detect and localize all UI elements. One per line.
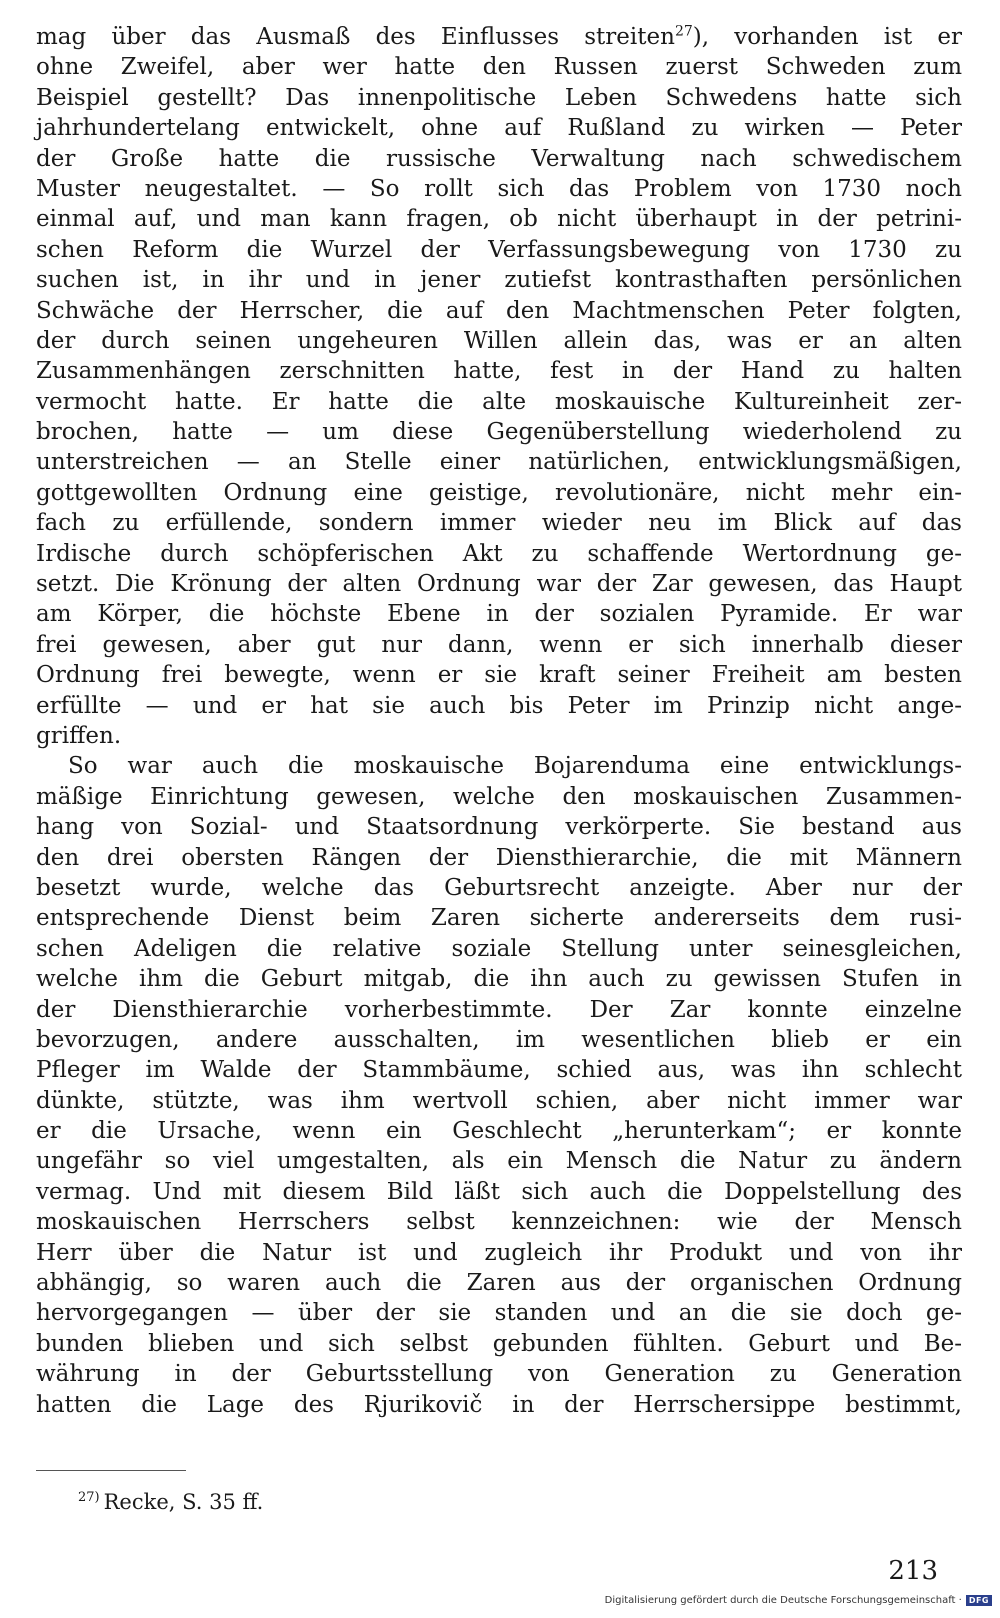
text-line-2: ohne Zweifel, aber wer hatte den Russen zuerst Schweden zum	[36, 54, 962, 81]
para2-line-3: hang von Sozial- und Staatsordnung verkörperte. Sie bestand aus	[36, 814, 962, 841]
text-line-15: unterstreichen — an Stelle einer natürlichen, entwicklungsmäßigen,	[36, 449, 962, 476]
text-line-20: am Körper, die höchste Ebene in der sozialen Pyramide. Er war	[36, 601, 962, 628]
para2-line-6: entsprechende Dienst beim Zaren sicherte andererseits dem rusi-	[36, 905, 962, 932]
footnote-reference[interactable]: 27	[674, 23, 693, 40]
para2-line-14: ungefähr so viel umgestalten, als ein Mensch die Natur zu ändern	[36, 1148, 962, 1175]
text-line-19: setzt. Die Krönung der alten Ordnung war der Zar gewesen, das Haupt	[36, 571, 962, 598]
para2-line-21: währung in der Geburtsstellung von Generation zu Generation	[36, 1361, 962, 1388]
para2-line-1: So war auch die moskauische Bojarenduma eine entwicklungs-	[68, 753, 962, 780]
text-line-23: erfüllte — und er hat sie auch bis Peter im Prinzip nicht ange-	[36, 692, 962, 719]
text-line-24: griffen.	[36, 722, 122, 749]
text-line-10: Schwäche der Herrscher, die auf den Machtmenschen Peter folgten,	[36, 297, 962, 324]
footnote-mark: 27)	[78, 1490, 100, 1505]
para2-line-7: schen Adeligen die relative soziale Stellung unter seinesgleichen,	[36, 935, 962, 962]
para2-line-10: bevorzugen, andere ausschalten, im wesentlichen blieb er ein	[36, 1026, 962, 1053]
para2-line-5: besetzt wurde, welche das Geburtsrecht anzeigte. Aber nur der	[36, 874, 962, 901]
text-line-3: Beispiel gestellt? Das innenpolitische Leben Schwedens hatte sich	[36, 84, 962, 111]
text-line-14: brochen, hatte — um diese Gegenüberstellung wiederholend zu	[36, 419, 962, 446]
footnote-separator	[36, 1470, 186, 1471]
text-line-16: gottgewollten Ordnung eine geistige, revolutionäre, nicht mehr ein-	[36, 479, 962, 506]
text-line-18: Irdische durch schöpferischen Akt zu schaffende Wertordnung ge-	[36, 540, 962, 567]
text-line-22: Ordnung frei bewegte, wenn er sie kraft seiner Freiheit am besten	[36, 662, 962, 689]
credit-text: Digitalisierung gefördert durch die Deutsche Forschungsgemeinschaft ·	[604, 1595, 962, 1606]
text-line-13: vermocht hatte. Er hatte die alte moskauische Kultureinheit zer-	[36, 388, 962, 415]
line-1-head: mag über das Ausmaß des Einflusses streiten	[36, 24, 675, 50]
para2-line-4: den drei obersten Rängen der Diensthierarchie, die mit Männern	[36, 844, 962, 871]
page-number: 213	[888, 1556, 938, 1586]
para2-line-15: vermag. Und mit diesem Bild läßt sich auch die Doppelstellung des	[36, 1178, 962, 1205]
text-line-9: suchen ist, in ihr und in jener zutiefst kontrasthaften persönlichen	[36, 267, 962, 294]
para2-line-13: er die Ursache, wenn ein Geschlecht „herunterkam“; er konnte	[36, 1118, 962, 1145]
text-line-12: Zusammenhängen zerschnitten hatte, fest in der Hand zu halten	[36, 358, 962, 385]
text-line-4: jahrhundertelang entwickelt, ohne auf Rußland zu wirken — Peter	[36, 115, 962, 142]
dfg-logo-icon: DFG	[966, 1595, 992, 1606]
para2-line-18: abhängig, so waren auch die Zaren aus der organischen Ordnung	[36, 1270, 962, 1297]
digitization-credit	[605, 1595, 992, 1606]
text-line-17: fach zu erfüllende, sondern immer wieder neu im Blick auf das	[36, 510, 962, 537]
para2-line-2: mäßige Einrichtung gewesen, welche den moskauischen Zusammen-	[36, 783, 962, 810]
para2-line-19: hervorgegangen — über der sie standen und an die sie doch ge-	[36, 1300, 962, 1327]
para2-line-9: der Diensthierarchie vorherbestimmte. Der Zar konnte einzelne	[36, 996, 962, 1023]
footnote-text: Recke, S. 35 ff.	[103, 1490, 264, 1514]
para2-line-16: moskauischen Herrschers selbst kennzeichnen: wie der Mensch	[36, 1209, 962, 1236]
text-line-8: schen Reform die Wurzel der Verfassungsbewegung von 1730 zu	[36, 236, 962, 263]
text-line-6: Muster neugestaltet. — So rollt sich das Problem von 1730 noch	[36, 175, 962, 202]
footnote	[78, 1490, 263, 1514]
text-line-1	[36, 22, 962, 52]
line-1-tail: ), vorhanden ist er	[692, 24, 962, 50]
text-line-11: der durch seinen ungeheuren Willen allein das, was er an alten	[36, 327, 962, 354]
para2-line-12: dünkte, stützte, was ihm wertvoll schien, aber nicht immer war	[36, 1087, 962, 1114]
para2-line-11: Pfleger im Walde der Stammbäume, schied aus, was ihn schlecht	[36, 1057, 962, 1084]
para2-line-8: welche ihm die Geburt mitgab, die ihn auch zu gewissen Stufen in	[36, 966, 962, 993]
para2-line-22: hatten die Lage des Rjurikovič in der Herrschersippe bestimmt,	[36, 1391, 962, 1418]
page-body	[36, 22, 962, 1420]
text-line-5: der Große hatte die russische Verwaltung nach schwedischem	[36, 145, 962, 172]
text-line-21: frei gewesen, aber gut nur dann, wenn er sich innerhalb dieser	[36, 631, 962, 658]
text-line-7: einmal auf, und man kann fragen, ob nicht überhaupt in der petrini-	[36, 206, 962, 233]
para2-line-20: bunden blieben und sich selbst gebunden fühlten. Geburt und Be-	[36, 1330, 962, 1357]
para2-line-17: Herr über die Natur ist und zugleich ihr Produkt und von ihr	[36, 1239, 962, 1266]
